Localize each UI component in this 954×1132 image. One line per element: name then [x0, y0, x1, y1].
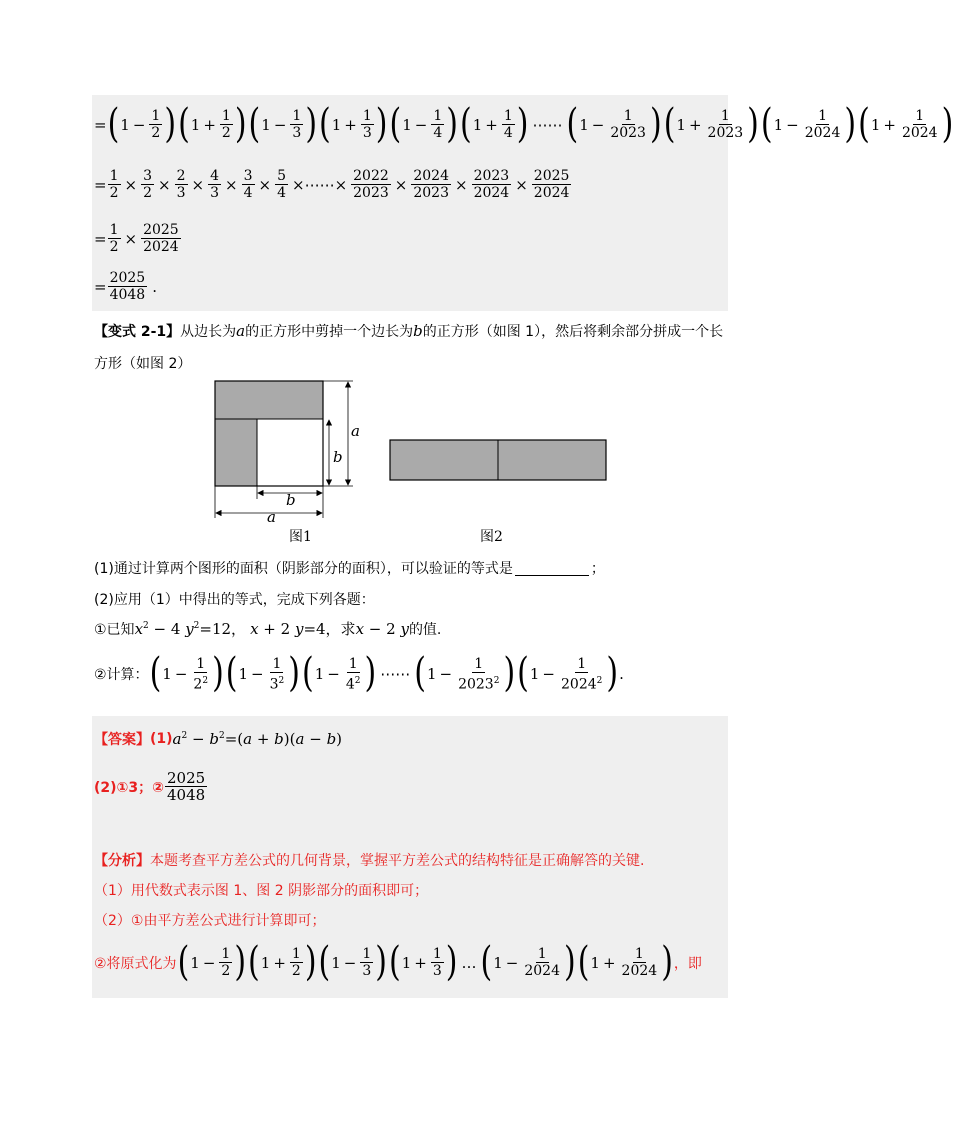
variant-title: 【变式 2-1】 [94, 324, 181, 340]
fig2-caption: 图2 [480, 529, 503, 545]
solution-line-4: = $\frac{2025}{4048}$ . [94, 270, 157, 303]
figures-svg [200, 375, 630, 545]
fraction: $\frac{3}{4}$ [243, 168, 253, 201]
fraction: $\frac{4}{3}$ [210, 168, 219, 201]
dim-a-side: a [351, 422, 360, 440]
question-2a: ①已知 $x^2 - 4$ $y^2$ =12， x + 2 y =4，求 x − 2 y 的值. [94, 619, 442, 638]
fraction: $\frac{2}{3}$ [176, 168, 186, 201]
fraction: $\frac{2025}{2024}$ [533, 168, 570, 201]
figure-2 [390, 440, 606, 480]
analysis-step-2: （2）①由平方差公式进行计算即可； [94, 913, 326, 929]
fraction: $\frac{2024}{2023}$ [413, 168, 449, 201]
analysis-step-1: （1）用代数式表示图 1、图 2 阴影部分的面积即可； [94, 883, 429, 899]
fig1-caption: 图1 [289, 529, 312, 545]
solution-line-2: = $\frac{1}{2}$ × $\frac{3}{2}$ × $\frac{2}{3}$ × $\frac{4}{3}$ × $\frac{3}{4}$ × $\frac{5}{4}$ ×⋯⋯× $\frac{2022}{2023}$ × $\frac{2024}{2023}$ × $\frac{2023}{2024}$ × $\frac{2025}{2024}$ [94, 168, 570, 201]
dim-b-bottom: b [286, 491, 296, 509]
answer-part-2: (2)①3；② $\frac{2025}{4048}$ [94, 769, 206, 804]
answer-part-1: 【答案】 (1) $a^2 - b^2=(a + b)(a - b)$ [94, 730, 343, 748]
question-1: (1)通过计算两个图形的面积（阴影部分的面积），可以验证的等式是 ； [94, 561, 605, 577]
variant-statement-line2: 方形（如图 2） [94, 356, 192, 372]
question-2: (2)应用（1）中得出的等式，完成下列各题： [94, 592, 375, 608]
dim-b-side: b [333, 448, 343, 466]
dim-a-bottom: a [267, 508, 276, 526]
fraction: $\frac{1}{2}$ [109, 168, 119, 201]
fraction: $\frac{3}{2}$ [143, 168, 152, 201]
fraction: $\frac{5}{4}$ [277, 168, 286, 201]
solution-line-3: = $\frac{1}{2}$ × $\frac{2025}{2024}$ [94, 222, 179, 255]
solution-line-1: = ( 1 − $\frac{1}{2}$ ) ( 1 + $\frac{1}{2}$ ) ( 1 − $\frac{1}{3}$ ) ( 1 + $\frac{1}{3}$ ) ( 1 − $\frac{1}{4}$ ) ( 1 + $\frac{1}{4}$ ) ⋯⋯ ( 1 − $\frac{1}{2023}$ ) ( 1 + $\frac{1}{2023}$ ) ( 1 − $\frac{1}{2024}$ ) ( 1 + $\frac{1}{2024}$ ) [94, 100, 954, 148]
answer-blank[interactable] [515, 561, 589, 576]
fraction: $\frac{2022}{2023}$ [353, 168, 389, 201]
question-2b: ②计算： ( 1 − $\frac{1}{2^2}$ ) ( 1 − $\frac{1}{3^2}$ ) ( 1 − $\frac{1}{4^2}$ ) ⋯⋯ ( 1 − $\frac{1}{2023^2}$ ) ( 1 − $\frac{1}{2024^2}$ ) . [94, 650, 624, 698]
variant-statement: 【变式 2-1】 从边长为 a 的正方形中剪掉一个边长为 b 的正方形（如图 1），然后将剩余部分拼成一个长 [94, 322, 724, 340]
fraction: $\frac{2023}{2024}$ [473, 168, 510, 201]
analysis-step-3: ②将原式化为 ( 1 − $\frac{1}{2}$ ) ( 1 + $\frac{1}{2}$ ) ( 1 − $\frac{1}{3}$ ) ( 1 + $\frac{1}{3}$ ) … ( 1 − $\frac{1}{2024}$ ) ( 1 + $\frac{1}{2024}$ ) ，即 [94, 938, 702, 986]
analysis-heading: 【分析】 本题考查平方差公式的几何背景，掌握平方差公式的结构特征是正确解答的关键. [94, 853, 645, 869]
